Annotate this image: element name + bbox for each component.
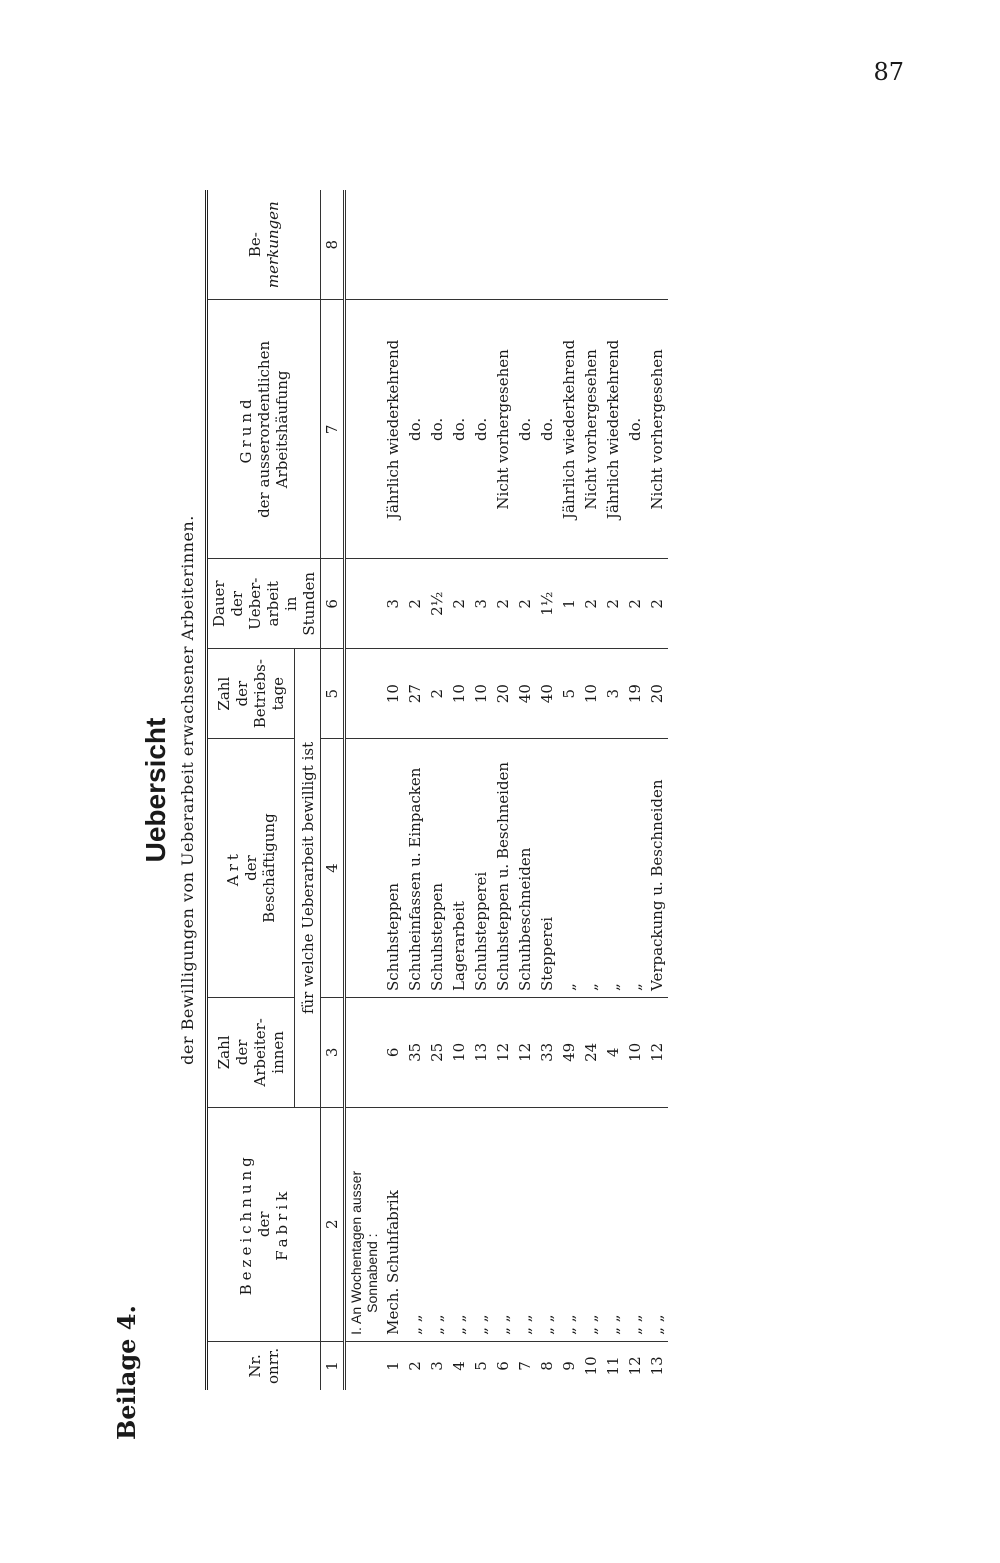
row-grund: Nicht vorhergesehen xyxy=(646,300,668,559)
row-bemerkungen xyxy=(602,190,624,300)
row-arbeiterinnen: 25 xyxy=(426,998,448,1108)
header-dauer-4: arbeit xyxy=(264,581,282,627)
header-fabrik-3: Fabrik xyxy=(273,1187,291,1261)
table-row xyxy=(426,190,448,1390)
row-art: Schuhbeschneiden xyxy=(514,739,536,998)
row-fabrik: „ „ xyxy=(492,1107,514,1341)
row-bemerkungen xyxy=(470,190,492,300)
table-row xyxy=(514,190,536,1390)
row-arbeiterinnen: 4 xyxy=(602,998,624,1108)
row-tage: 40 xyxy=(536,649,558,739)
header-span-note: für welche Ueberarbeit bewilligt ist xyxy=(295,649,321,1107)
row-grund: do. xyxy=(624,300,646,559)
row-fabrik: „ „ xyxy=(426,1107,448,1341)
row-grund: Nicht vorhergesehen xyxy=(492,300,514,559)
row-arbeiterinnen: 12 xyxy=(514,998,536,1108)
row-art: Schuhsteppen u. Beschneiden xyxy=(492,739,514,998)
row-tage: 19 xyxy=(624,649,646,739)
column-number-row xyxy=(321,190,345,1390)
row-arbeiterinnen: 10 xyxy=(448,998,470,1108)
rotated-table-page xyxy=(0,130,760,1450)
row-fabrik: „ „ xyxy=(448,1107,470,1341)
row-nr: 5 xyxy=(470,1341,492,1390)
header-dauer-1: Dauer xyxy=(210,580,228,628)
header-arb-4: innen xyxy=(269,1031,288,1074)
row-grund: do. xyxy=(404,300,426,559)
row-nr: 10 xyxy=(580,1341,602,1390)
page-number: 87 xyxy=(873,58,904,86)
row-bemerkungen xyxy=(448,190,470,300)
table-row xyxy=(624,190,646,1390)
row-arbeiterinnen: 6 xyxy=(382,998,404,1108)
row-art: Lagerarbeit xyxy=(448,739,470,998)
row-nr: 4 xyxy=(448,1341,470,1390)
row-art: Schuhstepperei xyxy=(470,739,492,998)
row-arbeiterinnen: 10 xyxy=(624,998,646,1108)
row-bemerkungen xyxy=(580,190,602,300)
row-arbeiterinnen: 12 xyxy=(646,998,668,1108)
column-number: 8 xyxy=(321,190,345,300)
row-tage: 20 xyxy=(492,649,514,739)
row-arbeiterinnen: 35 xyxy=(404,998,426,1108)
row-bemerkungen xyxy=(382,190,404,300)
row-art: Schuheinfassen u. Einpacken xyxy=(404,739,426,998)
row-fabrik: „ „ xyxy=(580,1107,602,1341)
header-nr-text: Nr. onrr. xyxy=(246,1347,282,1384)
row-dauer: 2 xyxy=(448,559,470,649)
row-fabrik: „ „ xyxy=(514,1107,536,1341)
header-arb-3: Arbeiter- xyxy=(251,1018,270,1087)
header-grund xyxy=(207,300,321,559)
row-nr: 6 xyxy=(492,1341,514,1390)
table-body xyxy=(382,190,668,1390)
beilage-label: Beilage 4. xyxy=(112,1305,141,1440)
column-number: 2 xyxy=(321,1107,345,1341)
table-row xyxy=(558,190,580,1390)
row-art: „ xyxy=(602,739,624,998)
row-grund: Jährlich wiederkehrend xyxy=(558,300,580,559)
header-art-1: Art xyxy=(224,850,243,887)
header-grund-3: Arbeitshäufung xyxy=(273,370,291,489)
row-tage: 3 xyxy=(602,649,624,739)
column-number: 1 xyxy=(321,1341,345,1390)
row-fabrik: „ „ xyxy=(602,1107,624,1341)
table-row xyxy=(580,190,602,1390)
row-bemerkungen xyxy=(558,190,580,300)
header-art-3: Beschäftigung xyxy=(260,813,279,923)
header-art-2: der xyxy=(242,855,261,881)
row-arbeiterinnen: 24 xyxy=(580,998,602,1108)
row-grund: do. xyxy=(514,300,536,559)
row-nr: 1 xyxy=(382,1341,404,1390)
row-arbeiterinnen: 49 xyxy=(558,998,580,1108)
row-fabrik: „ „ xyxy=(470,1107,492,1341)
table-row xyxy=(536,190,558,1390)
header-tage-2: der xyxy=(233,680,252,707)
column-number: 5 xyxy=(321,649,345,739)
row-dauer: 2 xyxy=(404,559,426,649)
row-fabrik: „ „ xyxy=(404,1107,426,1341)
overtime-table xyxy=(205,190,668,1390)
row-nr: 2 xyxy=(404,1341,426,1390)
header-arbeiterinnen xyxy=(207,998,295,1108)
row-dauer: 3 xyxy=(382,559,404,649)
row-bemerkungen xyxy=(492,190,514,300)
header-fabrik-1: Bezeichnung xyxy=(237,1153,255,1296)
table-row xyxy=(404,190,426,1390)
row-tage: 5 xyxy=(558,649,580,739)
row-art: Schuhsteppen xyxy=(382,739,404,998)
row-fabrik: „ „ xyxy=(624,1107,646,1341)
page-subtitle: der Bewilligungen von Ueberarbeit erwachsener Arbeiterinnen. xyxy=(178,515,197,1065)
row-fabrik: „ „ xyxy=(536,1107,558,1341)
row-grund: Nicht vorhergesehen xyxy=(580,300,602,559)
header-row xyxy=(207,190,295,1390)
row-tage: 40 xyxy=(514,649,536,739)
row-nr: 11 xyxy=(602,1341,624,1390)
header-nr xyxy=(207,1341,321,1390)
row-bemerkungen xyxy=(404,190,426,300)
row-tage: 10 xyxy=(470,649,492,739)
header-tage-3: Betriebs- xyxy=(251,659,270,729)
row-nr: 7 xyxy=(514,1341,536,1390)
row-nr: 12 xyxy=(624,1341,646,1390)
header-bemerkungen xyxy=(207,190,321,300)
row-tage: 10 xyxy=(382,649,404,739)
row-grund: do. xyxy=(448,300,470,559)
row-arbeiterinnen: 33 xyxy=(536,998,558,1108)
row-art: „ xyxy=(624,739,646,998)
header-dauer xyxy=(207,559,321,649)
row-nr: 8 xyxy=(536,1341,558,1390)
row-art: Stepperei xyxy=(536,739,558,998)
header-dauer-6: Stunden xyxy=(300,571,318,636)
header-tage-1: Zahl xyxy=(215,676,234,711)
section-heading xyxy=(345,1107,383,1341)
row-art: Schuhsteppen xyxy=(426,739,448,998)
table-row xyxy=(492,190,514,1390)
header-art xyxy=(207,739,295,998)
row-dauer: 2 xyxy=(492,559,514,649)
row-art: „ xyxy=(580,739,602,998)
row-dauer: 2 xyxy=(602,559,624,649)
row-tage: 20 xyxy=(646,649,668,739)
row-grund: do. xyxy=(426,300,448,559)
row-bemerkungen xyxy=(624,190,646,300)
page-title: Uebersicht xyxy=(140,717,171,863)
column-number: 4 xyxy=(321,739,345,998)
row-nr: 9 xyxy=(558,1341,580,1390)
column-number: 3 xyxy=(321,998,345,1108)
row-fabrik: Mech. Schuhfabrik xyxy=(382,1107,404,1341)
row-dauer: 2½ xyxy=(426,559,448,649)
row-grund: Jährlich wiederkehrend xyxy=(382,300,404,559)
header-fabrik-2: der xyxy=(255,1211,273,1238)
section-heading-line-2: Sonnabend : xyxy=(364,1233,380,1313)
row-fabrik: „ „ xyxy=(646,1107,668,1341)
table-row xyxy=(382,190,404,1390)
row-arbeiterinnen: 13 xyxy=(470,998,492,1108)
table-row xyxy=(602,190,624,1390)
header-arb-2: der xyxy=(233,1039,252,1066)
table-row xyxy=(646,190,668,1390)
row-tage: 10 xyxy=(580,649,602,739)
row-grund: do. xyxy=(470,300,492,559)
section-heading-line-1: I. An Wochentagen ausser xyxy=(348,1170,364,1335)
row-fabrik: „ „ xyxy=(558,1107,580,1341)
row-tage: 2 xyxy=(426,649,448,739)
header-dauer-3: Ueber- xyxy=(246,577,264,630)
row-dauer: 3 xyxy=(470,559,492,649)
table-row xyxy=(470,190,492,1390)
row-bemerkungen xyxy=(514,190,536,300)
header-grund-1: Grund xyxy=(237,395,255,464)
row-nr: 3 xyxy=(426,1341,448,1390)
row-dauer: 2 xyxy=(646,559,668,649)
header-bem-2: merkungen xyxy=(264,201,282,289)
header-tage xyxy=(207,649,295,739)
row-art: „ xyxy=(558,739,580,998)
row-tage: 27 xyxy=(404,649,426,739)
header-tage-4: tage xyxy=(269,676,288,711)
row-nr: 13 xyxy=(646,1341,668,1390)
row-grund: do. xyxy=(536,300,558,559)
header-bem-1: Be- xyxy=(246,232,264,258)
row-dauer: 2 xyxy=(624,559,646,649)
column-number: 7 xyxy=(321,300,345,559)
row-art: Verpackung u. Beschneiden xyxy=(646,739,668,998)
row-bemerkungen xyxy=(536,190,558,300)
row-dauer: 2 xyxy=(514,559,536,649)
header-fabrik xyxy=(207,1107,321,1341)
row-grund: Jährlich wiederkehrend xyxy=(602,300,624,559)
header-arb-1: Zahl xyxy=(215,1035,234,1070)
header-dauer-5: in xyxy=(282,596,300,612)
header-dauer-2: der xyxy=(228,590,246,617)
row-dauer: 1½ xyxy=(536,559,558,649)
table-row xyxy=(448,190,470,1390)
row-bemerkungen xyxy=(426,190,448,300)
row-arbeiterinnen: 12 xyxy=(492,998,514,1108)
header-grund-2: der ausserordentlichen xyxy=(255,340,273,518)
row-bemerkungen xyxy=(646,190,668,300)
row-dauer: 1 xyxy=(558,559,580,649)
section-heading-row xyxy=(345,190,383,1390)
column-number: 6 xyxy=(321,559,345,649)
row-dauer: 2 xyxy=(580,559,602,649)
row-tage: 10 xyxy=(448,649,470,739)
